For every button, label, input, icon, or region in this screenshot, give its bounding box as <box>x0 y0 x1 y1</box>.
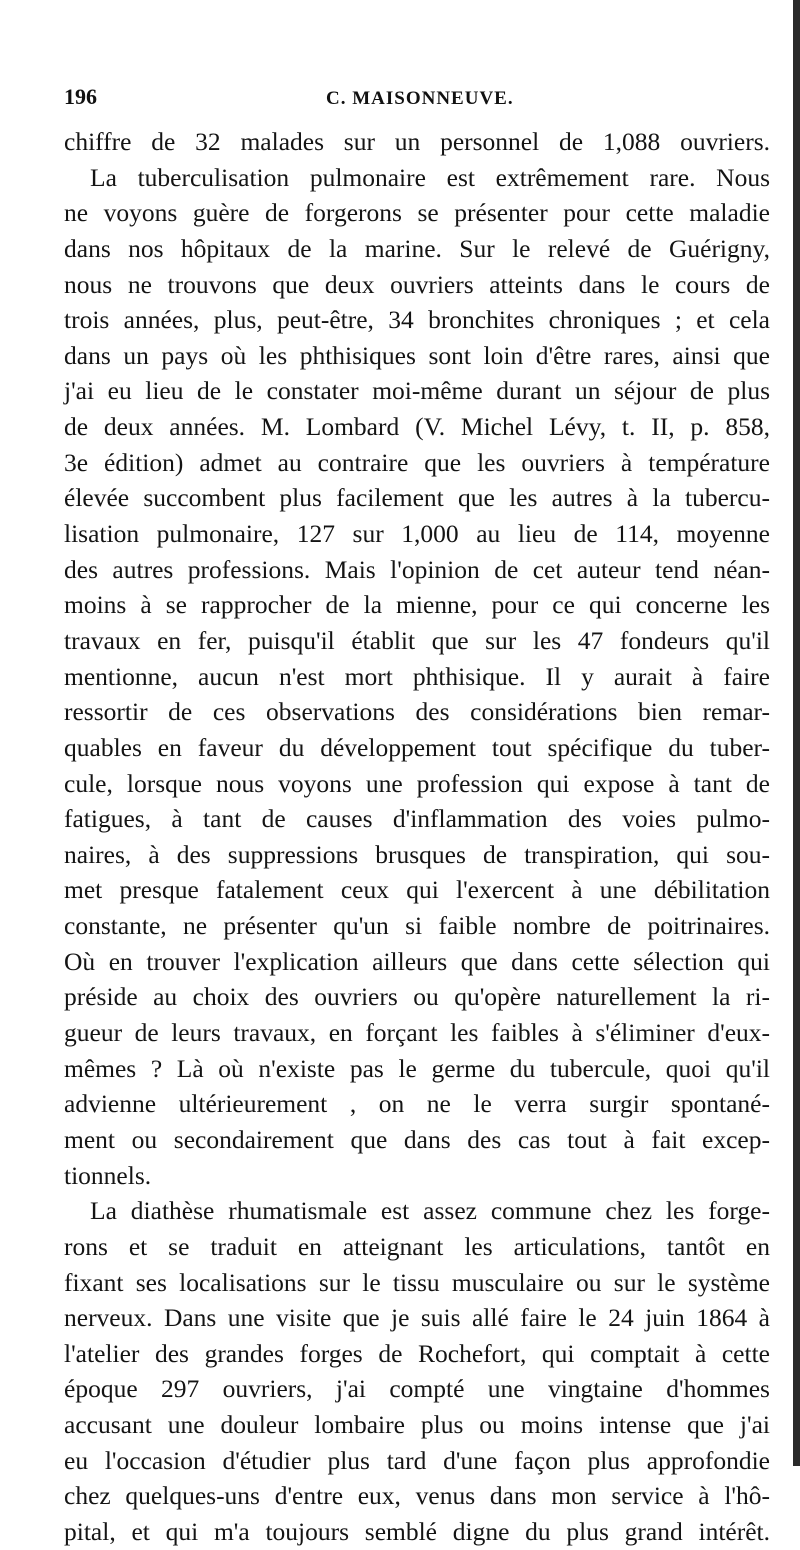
text-line: fixant ses localisations sur le tissu musculaire ou sur le système <box>64 1267 770 1297</box>
text-line: chiffre de 32 malades sur un personnel de 1,088 ouvriers. <box>64 127 770 156</box>
page-header <box>64 84 764 118</box>
text-line: travaux en fer, puisqu'il établit que sur les 47 fondeurs qu'il <box>64 625 770 655</box>
text-line: ne voyons guère de forgerons se présenter pour cette maladie <box>64 198 770 228</box>
text-line: trois années, plus, peut-être, 34 bronchites chroniques ; et cela <box>64 305 770 335</box>
text-line: nous ne trouvons que deux ouvriers atteints dans le cours de <box>64 269 770 299</box>
text-line: chez quelques-uns d'entre eux, venus dans mon service à l'hô- <box>64 1481 770 1511</box>
text-line: fatigues, à tant de causes d'inflammation des voies pulmo- <box>64 804 770 834</box>
text-line: pital, et qui m'a toujours semblé digne du plus grand intérêt. <box>64 1516 770 1546</box>
text-line: cule, lorsque nous voyons une profession qui expose à tant de <box>64 768 770 798</box>
text-line: tionnels. <box>64 1160 152 1190</box>
text-line: l'atelier des grandes forges de Rochefort, qui comptait à cette <box>64 1338 770 1368</box>
text-line: dans un pays où les phthisiques sont loin d'être rares, ainsi que <box>64 340 770 370</box>
text-line: mentionne, aucun n'est mort phthisique. Il y aurait à faire <box>64 661 770 691</box>
body-text <box>64 124 770 1550</box>
text-line: mêmes ? Là où n'existe pas le germe du tubercule, quoi qu'il <box>64 1053 770 1083</box>
text-line: lisation pulmonaire, 127 sur 1,000 au lieu de 114, moyenne <box>64 519 770 549</box>
text-line: ressortir de ces observations des considérations bien remar- <box>64 697 770 727</box>
text-line: rons et se traduit en atteignant les articulations, tantôt en <box>64 1231 770 1261</box>
text-line: naires, à des suppressions brusques de transpiration, qui sou- <box>64 839 770 869</box>
text-line: La tuberculisation pulmonaire est extrêmement rare. Nous <box>90 162 770 192</box>
text-line: La diathèse rhumatismale est assez commune chez les forge- <box>90 1196 770 1226</box>
text-line: moins à se rapprocher de la mienne, pour ce qui concerne les <box>64 590 770 620</box>
text-line: préside au choix des ouvriers ou qu'opère naturellement la ri- <box>64 982 770 1012</box>
text-line: j'ai eu lieu de le constater moi-même durant un séjour de plus <box>64 376 770 406</box>
text-line: gueur de leurs travaux, en forçant les faibles à s'éliminer d'eux- <box>64 1018 770 1048</box>
text-line: quables en faveur du développement tout spécifique du tuber- <box>64 732 770 762</box>
text-line: constante, ne présenter qu'un si faible nombre de poitrinaires. <box>64 911 770 941</box>
text-line: 3e édition) admet au contraire que les ouvriers à température <box>64 447 770 477</box>
text-line: de deux années. M. Lombard (V. Michel Lévy, t. II, p. 858, <box>64 412 770 442</box>
text-line: nerveux. Dans une visite que je suis allé faire le 24 juin 1864 à <box>64 1303 770 1333</box>
text-line: accusant une douleur lombaire plus ou moins intense que j'ai <box>64 1410 770 1440</box>
text-line: ment ou secondairement que dans des cas tout à fait excep- <box>64 1124 770 1154</box>
text-line: élevée succombent plus facilement que les autres à la tubercu- <box>64 483 770 513</box>
text-line: des autres professions. Mais l'opinion de cet auteur tend néan- <box>64 554 770 584</box>
text-line: dans nos hôpitaux de la marine. Sur le relevé de Guérigny, <box>64 233 770 263</box>
text-line: Où en trouver l'explication ailleurs que dans cette sélection qui <box>64 946 770 976</box>
page-number: 196 <box>64 84 97 109</box>
text-line: advienne ultérieurement , on ne le verra surgir spontané- <box>64 1089 770 1119</box>
text-line: époque 297 ouvriers, j'ai compté une vingtaine d'hommes <box>64 1374 770 1404</box>
text-line: eu l'occasion d'étudier plus tard d'une façon plus approfondie <box>64 1445 770 1475</box>
running-head: C. MAISONNEUVE. <box>326 88 514 109</box>
page-edge-shadow <box>793 0 800 1466</box>
text-line: met presque fatalement ceux qui l'exercent à une débilitation <box>64 875 770 905</box>
